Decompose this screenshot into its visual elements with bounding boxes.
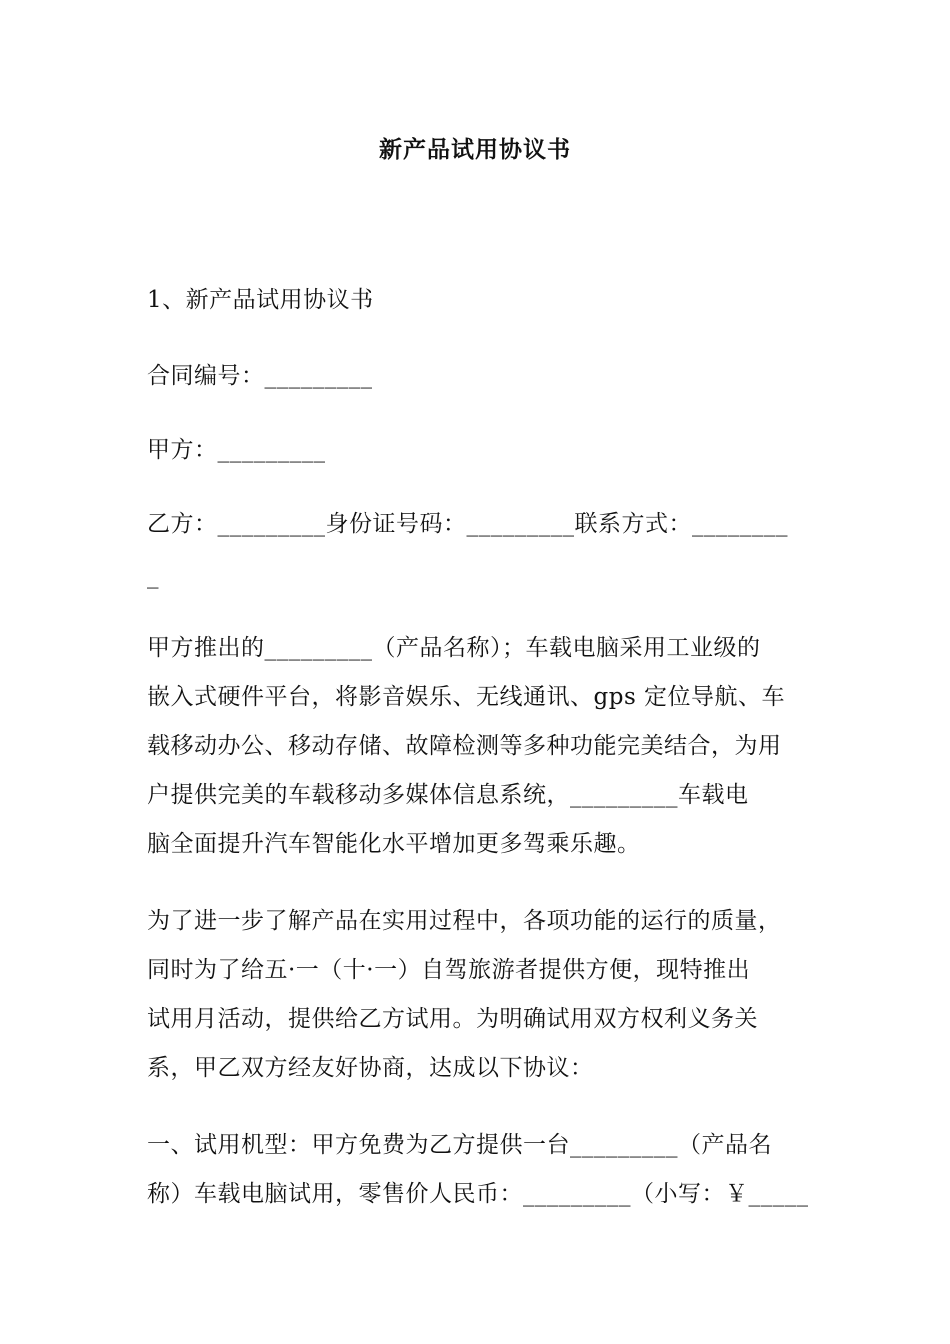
party-b-line: 乙方：_________身份证号码：_________联系方式：________	[147, 511, 788, 537]
paragraph-line: 系，甲乙双方经友好协商，达成以下协议：	[147, 1055, 594, 1081]
paragraph-purpose	[147, 897, 817, 1093]
paragraph-line: 为了进一步了解产品在实用过程中，各项功能的运行的质量，	[147, 908, 782, 934]
paragraph-line: 脑全面提升汽车智能化水平增加更多驾乘乐趣。	[147, 831, 641, 857]
paragraph-line: 称）车载电脑试用，零售价人民币：_________（小写：￥_____	[147, 1181, 809, 1207]
paragraph-trial-model	[147, 1121, 817, 1219]
section-heading: 1、新产品试用协议书	[147, 287, 374, 313]
paragraph-line: 同时为了给五·一（十·一）自驾旅游者提供方便，现特推出	[147, 957, 751, 983]
party-b-line-tail: _	[147, 563, 159, 589]
document-title: 新产品试用协议书	[379, 136, 571, 163]
paragraph-product-intro	[147, 624, 817, 869]
paragraph-line: 一、试用机型：甲方免费为乙方提供一台_________（产品名	[147, 1132, 772, 1158]
paragraph-line: 嵌入式硬件平台，将影音娱乐、无线通讯、gps 定位导航、车	[147, 684, 786, 710]
paragraph-line: 户提供完美的车载移动多媒体信息系统，_________车载电	[147, 782, 749, 808]
paragraph-line: 载移动办公、移动存储、故障检测等多种功能完美结合，为用	[147, 733, 782, 759]
contract-number-line: 合同编号：_________	[147, 363, 373, 389]
party-a-line: 甲方：_________	[147, 437, 326, 463]
paragraph-line: 甲方推出的_________（产品名称）；车载电脑采用工业级的	[147, 635, 761, 661]
paragraph-line: 试用月活动，提供给乙方试用。为明确试用双方权利义务关	[147, 1006, 758, 1032]
